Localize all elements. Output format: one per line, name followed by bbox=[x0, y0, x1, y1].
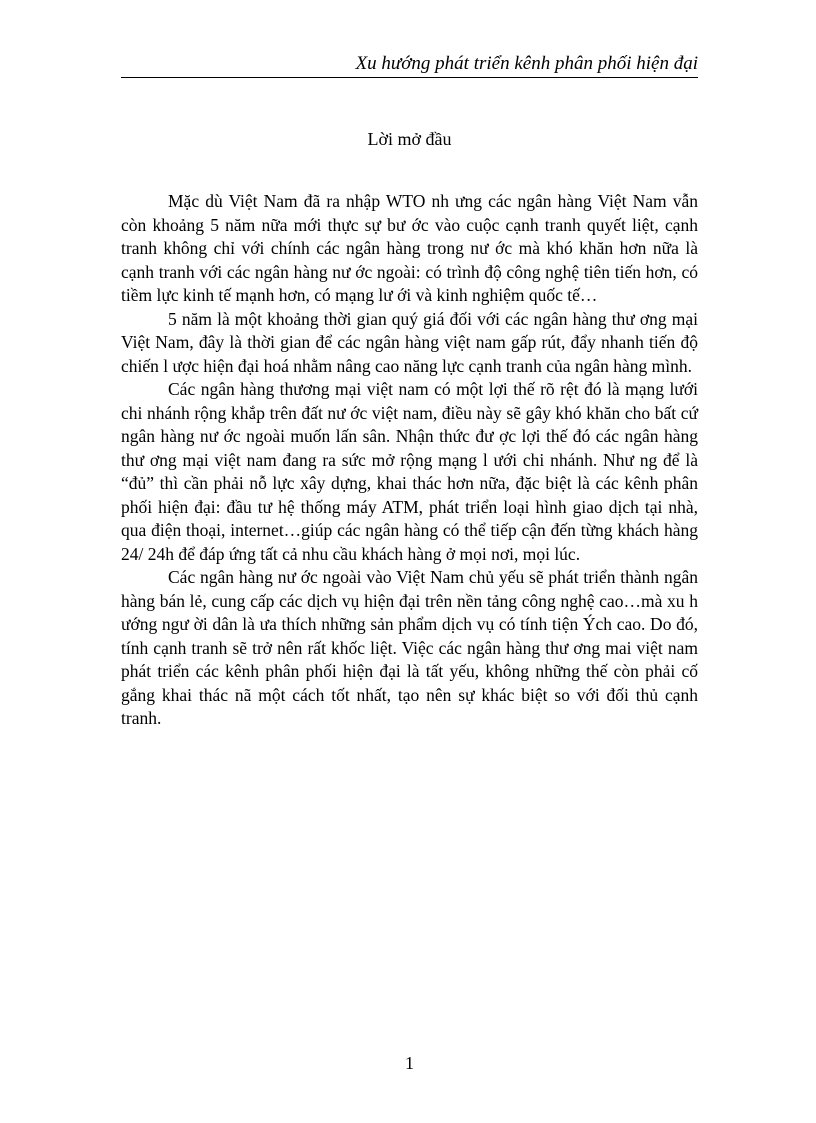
running-header: Xu hướng phát triển kênh phân phối hiện đại bbox=[355, 53, 698, 74]
document-title: Lời mở đầu bbox=[367, 129, 452, 149]
paragraph-1: Mặc dù Việt Nam đã ra nhập WTO nh ưng các ngân hàng Việt Nam vẫn còn khoảng 5 năm nữa mới thực sự bư ớc vào cuộc cạnh tranh quyết liệt, cạnh tranh không chỉ với chính các ngân hàng trong nư ớc mà khó khăn hơn nữa là cạnh tranh với các ngân hàng nư ớc ngoài: có trình độ công nghệ tiên tiến hơn, có tiềm lực kinh tế mạnh hơn, có mạng lư ới và kinh nghiệm quốc tế… bbox=[121, 191, 698, 305]
document-body bbox=[121, 190, 698, 731]
page-number: 1 bbox=[405, 1053, 414, 1073]
paragraph-3: Các ngân hàng thương mại việt nam có một lợi thế rõ rệt đó là mạng lưới chi nhánh rộng khắp trên đất nư ớc việt nam, điều này sẽ gây khó khăn cho bất cứ ngân hàng nư ớc ngoài muốn lấn sân. Nhận thức đư ợc lợi thế đó các ngân hàng thư ơng mại việt nam đang ra sức mở rộng mạng l ưới chi nhánh. Như ng để là “đủ” thì cần phải nỗ lực xây dựng, khai thác hơn nữa, đặc biệt là các kênh phân phối hiện đại: đầu tư hệ thống máy ATM, phát triển loại hình giao dịch tại nhà, qua điện thoại, internet…giúp các ngân hàng có thể tiếp cận đến từng khách hàng 24/ 24h để đáp ứng tất cả nhu cầu khách hàng ở mọi nơi, mọi lúc. bbox=[121, 379, 698, 564]
paragraph-4: Các ngân hàng nư ớc ngoài vào Việt Nam chủ yếu sẽ phát triển thành ngân hàng bán lẻ, cung cấp các dịch vụ hiện đại trên nền tảng công nghệ cao…mà xu h ướng ngư ời dân là ưa thích những sản phẩm dịch vụ có tính tiện Ých cao. Do đó, tính cạnh tranh sẽ trở nên rất khốc liệt. Việc các ngân hàng thư ơng mai việt nam phát triển các kênh phân phối hiện đại là tất yếu, không những thế còn phải cố gắng khai thác nã một cách tốt nhất, tạo nên sự khác biệt so với đối thủ cạnh tranh. bbox=[121, 567, 698, 728]
header-divider bbox=[121, 77, 698, 78]
paragraph-2: 5 năm là một khoảng thời gian quý giá đối với các ngân hàng thư ơng mại Việt Nam, đây là thời gian để các ngân hàng việt nam gấp rút, đẩy nhanh tiến độ chiến l ược hiện đại hoá nhằm nâng cao năng lực cạnh tranh của ngân hàng mình. bbox=[121, 308, 698, 376]
